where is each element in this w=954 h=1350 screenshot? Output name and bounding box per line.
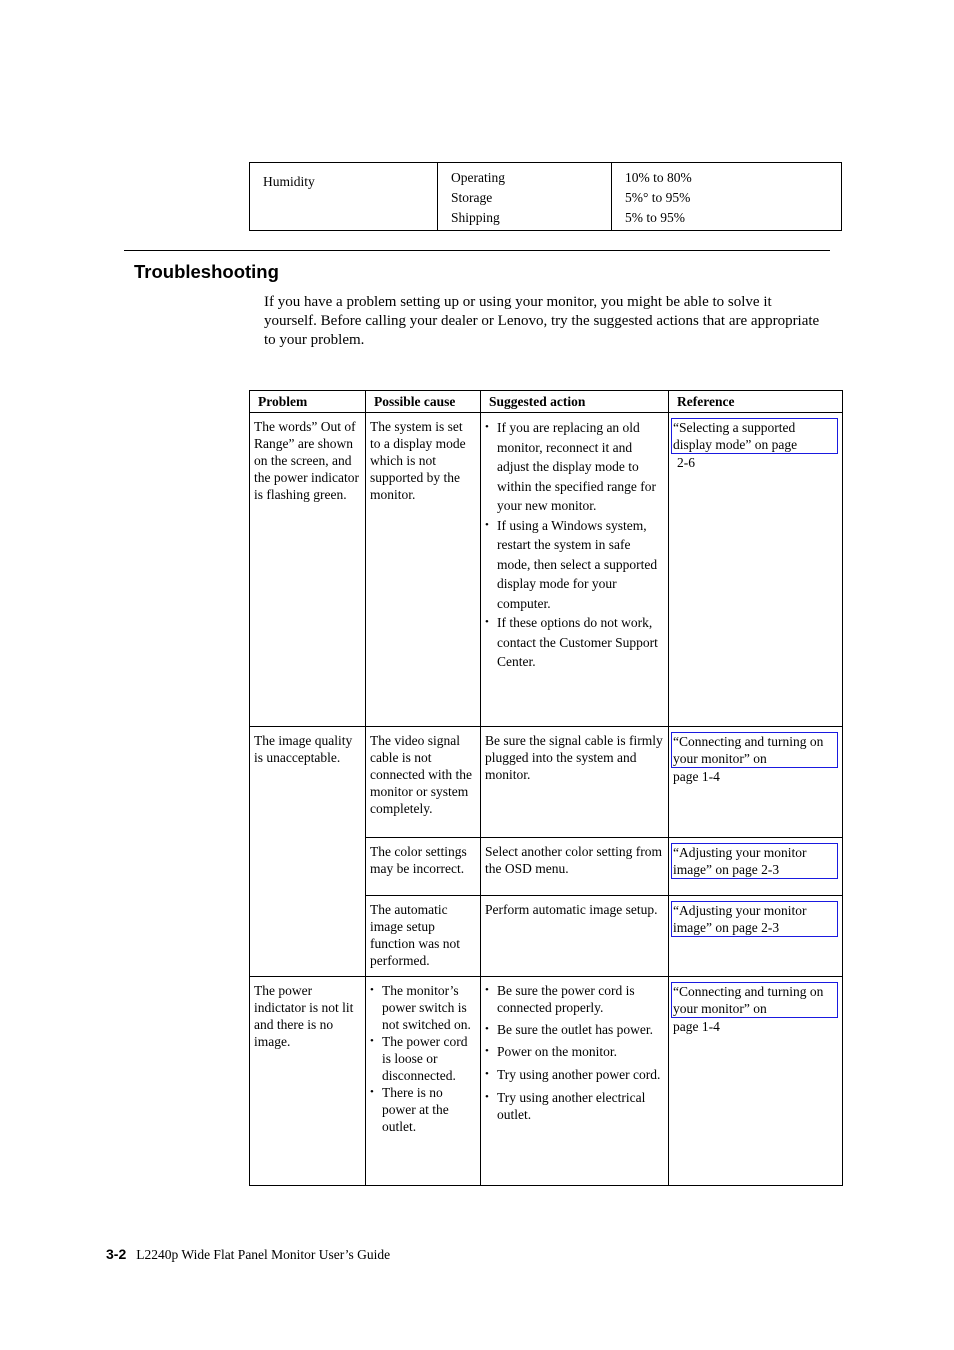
reference-link[interactable]: “Selecting a supported display mode” on page [671,418,838,454]
header-problem: Problem [250,391,366,413]
problem-cell: The image quality is unacceptable. [250,727,366,977]
condition-storage: Storage [451,190,493,205]
reference-page: page 1-4 [673,1019,720,1034]
reference-cell [669,977,843,1186]
list-item: • If these options do not work, contact the Customer Support Center. [485,613,664,672]
header-reference: Reference [669,391,843,413]
action-cell [481,977,669,1186]
table-row [250,413,843,727]
list-item: • If using a Windows system, restart the system in safe mode, then select a supported display mode for your computer. [485,516,664,614]
reference-cell [669,838,843,896]
problem-cell: The words” Out of Range” are shown on the screen, and the power indicator is flashing green. [250,413,366,727]
humidity-conditions [438,163,612,231]
problem-cell: The power indictator is not lit and there is no image. [250,977,366,1186]
reference-cell [669,413,843,727]
reference-link[interactable]: “Connecting and turning on your monitor” on [671,982,838,1018]
humidity-label: Humidity [250,163,438,231]
section-title: Troubleshooting [134,261,279,282]
header-action: Suggested action [481,391,669,413]
reference-cell [669,896,843,977]
list-item: • The monitor’s power switch is not switched on. [370,982,476,1033]
troubleshooting-table [249,390,843,1186]
value-storage: 5%° to 95% [625,190,691,205]
reference-cell [669,727,843,838]
value-shipping: 5% to 95% [625,210,685,225]
section-divider [124,250,830,251]
cause-cell: The color settings may be incorrect. [366,838,481,896]
list-item: • Power on the monitor. [485,1043,664,1060]
reference-link[interactable]: “Connecting and turning on your monitor” on [671,732,838,768]
cause-cell: The automatic image setup function was not performed. [366,896,481,977]
action-cell: Be sure the signal cable is firmly plugged into the system and monitor. [481,727,669,838]
reference-link[interactable]: “Adjusting your monitor image” on page 2-3 [671,901,838,937]
list-item: • Be sure the power cord is connected properly. [485,982,664,1016]
humidity-values [612,163,842,231]
cause-cell [366,977,481,1186]
action-cell: Perform automatic image setup. [481,896,669,977]
value-operating: 10% to 80% [625,170,692,185]
header-cause: Possible cause [366,391,481,413]
condition-operating: Operating [451,170,505,185]
intro-paragraph: If you have a problem setting up or using your monitor, you might be able to solve it yourself. Before calling your dealer or Lenovo, try the suggested actions that are appropriate to your problem. [264,294,820,348]
reference-link[interactable]: “Adjusting your monitor image” on page 2-3 [671,843,838,879]
table-row [250,727,843,838]
cause-cell: The video signal cable is not connected with the monitor or system completely. [366,727,481,838]
page-footer [106,1246,390,1263]
table-row [250,977,843,1186]
list-item: • Be sure the outlet has power. [485,1021,664,1038]
reference-page: 2-6 [677,455,695,470]
guide-title: L2240p Wide Flat Panel Monitor User’s Guide [136,1247,391,1262]
table-header-row [250,391,843,413]
list-item: • There is no power at the outlet. [370,1084,476,1135]
page-number: 3-2 [106,1246,127,1262]
condition-shipping: Shipping [451,210,500,225]
humidity-table [249,162,842,231]
action-cell: Select another color setting from the OSD menu. [481,838,669,896]
reference-page: page 1-4 [673,769,720,784]
list-item: • Try using another power cord. [485,1066,664,1083]
action-cell [481,413,669,727]
list-item: • The power cord is loose or disconnected. [370,1033,476,1084]
list-item: • Try using another electrical outlet. [485,1089,664,1123]
list-item: • If you are replacing an old monitor, reconnect it and adjust the display mode to within the specified range for your new monitor. [485,418,664,516]
cause-cell: The system is set to a display mode which is not supported by the monitor. [366,413,481,727]
